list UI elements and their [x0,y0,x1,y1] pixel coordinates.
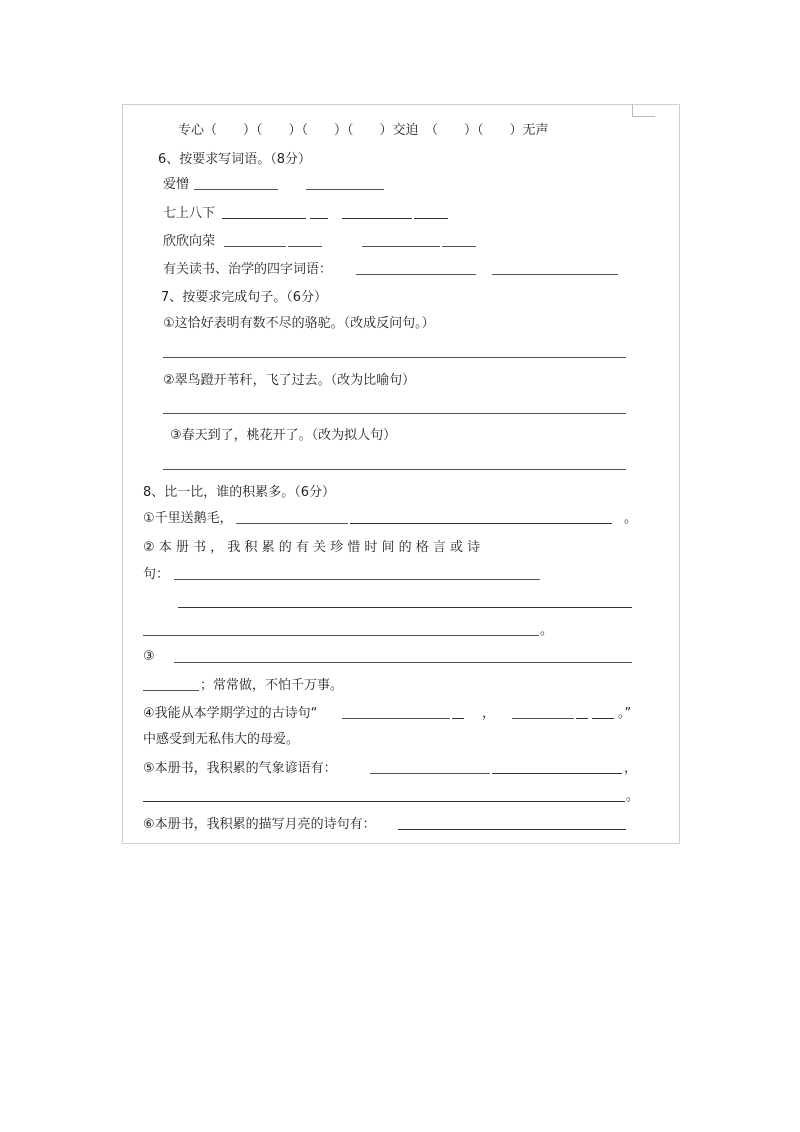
answer-line[interactable] [512,718,574,719]
answer-line[interactable] [356,274,476,275]
answer-line[interactable] [342,718,450,719]
answer-line[interactable] [163,469,626,470]
answer-line[interactable] [163,357,626,358]
answer-line[interactable] [414,218,448,219]
q6-item-1: 爱憎 [163,177,190,192]
q8-item-5-end: 。 [626,789,640,804]
answer-line[interactable] [370,773,490,774]
q8-item-5: ⑤本册书，我积累的气象谚语有： [143,761,337,776]
page-corner-mark [632,104,655,117]
answer-line[interactable] [306,189,384,190]
q7-item-1: ①这恰好表明有数不尽的骆驼。（改成反问句。） [163,316,435,331]
answer-line[interactable] [143,635,539,636]
q7-heading: 7、按要求完成句子。（6分） [161,290,328,305]
q8-item-3-mark: ③ [143,649,155,664]
q8-item-4-comma: ， [482,706,496,721]
answer-line[interactable] [342,218,412,219]
q8-item-4-line-2: 中感受到无私伟大的母爱。 [143,732,300,747]
answer-line[interactable] [174,579,540,580]
answer-line[interactable] [143,690,199,691]
q8-item-5-comma: ， [624,761,638,776]
q8-item-3-tail: ；常常做，不怕千万事。 [200,678,344,693]
answer-line[interactable] [288,246,322,247]
answer-line[interactable] [398,829,626,830]
q8-item-2-line-1: ② 本 册 书 ， 我 积 累 的 有 关 珍 惜 时 间 的 格 言 或 诗 [143,540,481,555]
answer-line[interactable] [224,246,286,247]
q8-item-2-line-2: 句： [143,567,170,582]
answer-line[interactable] [492,773,622,774]
answer-line[interactable] [442,246,476,247]
answer-line[interactable] [178,607,632,608]
q8-item-1: ①千里送鹅毛， [143,511,233,526]
q8-item-6: ⑥本册书，我积累的描写月亮的诗句有： [143,817,376,832]
answer-line[interactable] [576,718,588,719]
answer-line[interactable] [236,523,348,524]
answer-line[interactable] [163,413,626,414]
answer-line[interactable] [350,523,612,524]
q8-heading: 8、比一比，谁的积累多。（6分） [143,485,336,500]
q6-heading: 6、按要求写词语。（8分） [158,152,312,167]
answer-line[interactable] [194,189,278,190]
q6-item-3: 欣欣向荣 [163,234,216,249]
answer-line[interactable] [452,718,464,719]
answer-line[interactable] [222,218,306,219]
q8-item-4-start: ④我能从本学期学过的古诗句“ [143,706,318,721]
q8-item-4-end: 。” [618,706,632,721]
q7-item-3: ③春天到了，桃花开了。（改为拟人句） [170,428,397,443]
q8-item-2-end: 。 [540,623,554,638]
q7-item-2: ②翠鸟蹬开苇秆，飞了过去。（改为比喻句） [163,373,416,388]
answer-line[interactable] [362,246,440,247]
q8-item-1-end: 。 [624,511,638,526]
answer-line[interactable] [592,718,614,719]
q6-item-4: 有关读书、治学的四字词语： [163,262,333,277]
answer-line[interactable] [174,662,632,663]
answer-line[interactable] [143,801,625,802]
q6-item-2: 七上八下 [163,206,216,221]
answer-line[interactable] [492,274,618,275]
q5-idiom-blanks: 专心（ ）（ ）（ ）（ ）交迫 （ ）（ ）无声 [178,123,549,138]
answer-line[interactable] [310,218,328,219]
